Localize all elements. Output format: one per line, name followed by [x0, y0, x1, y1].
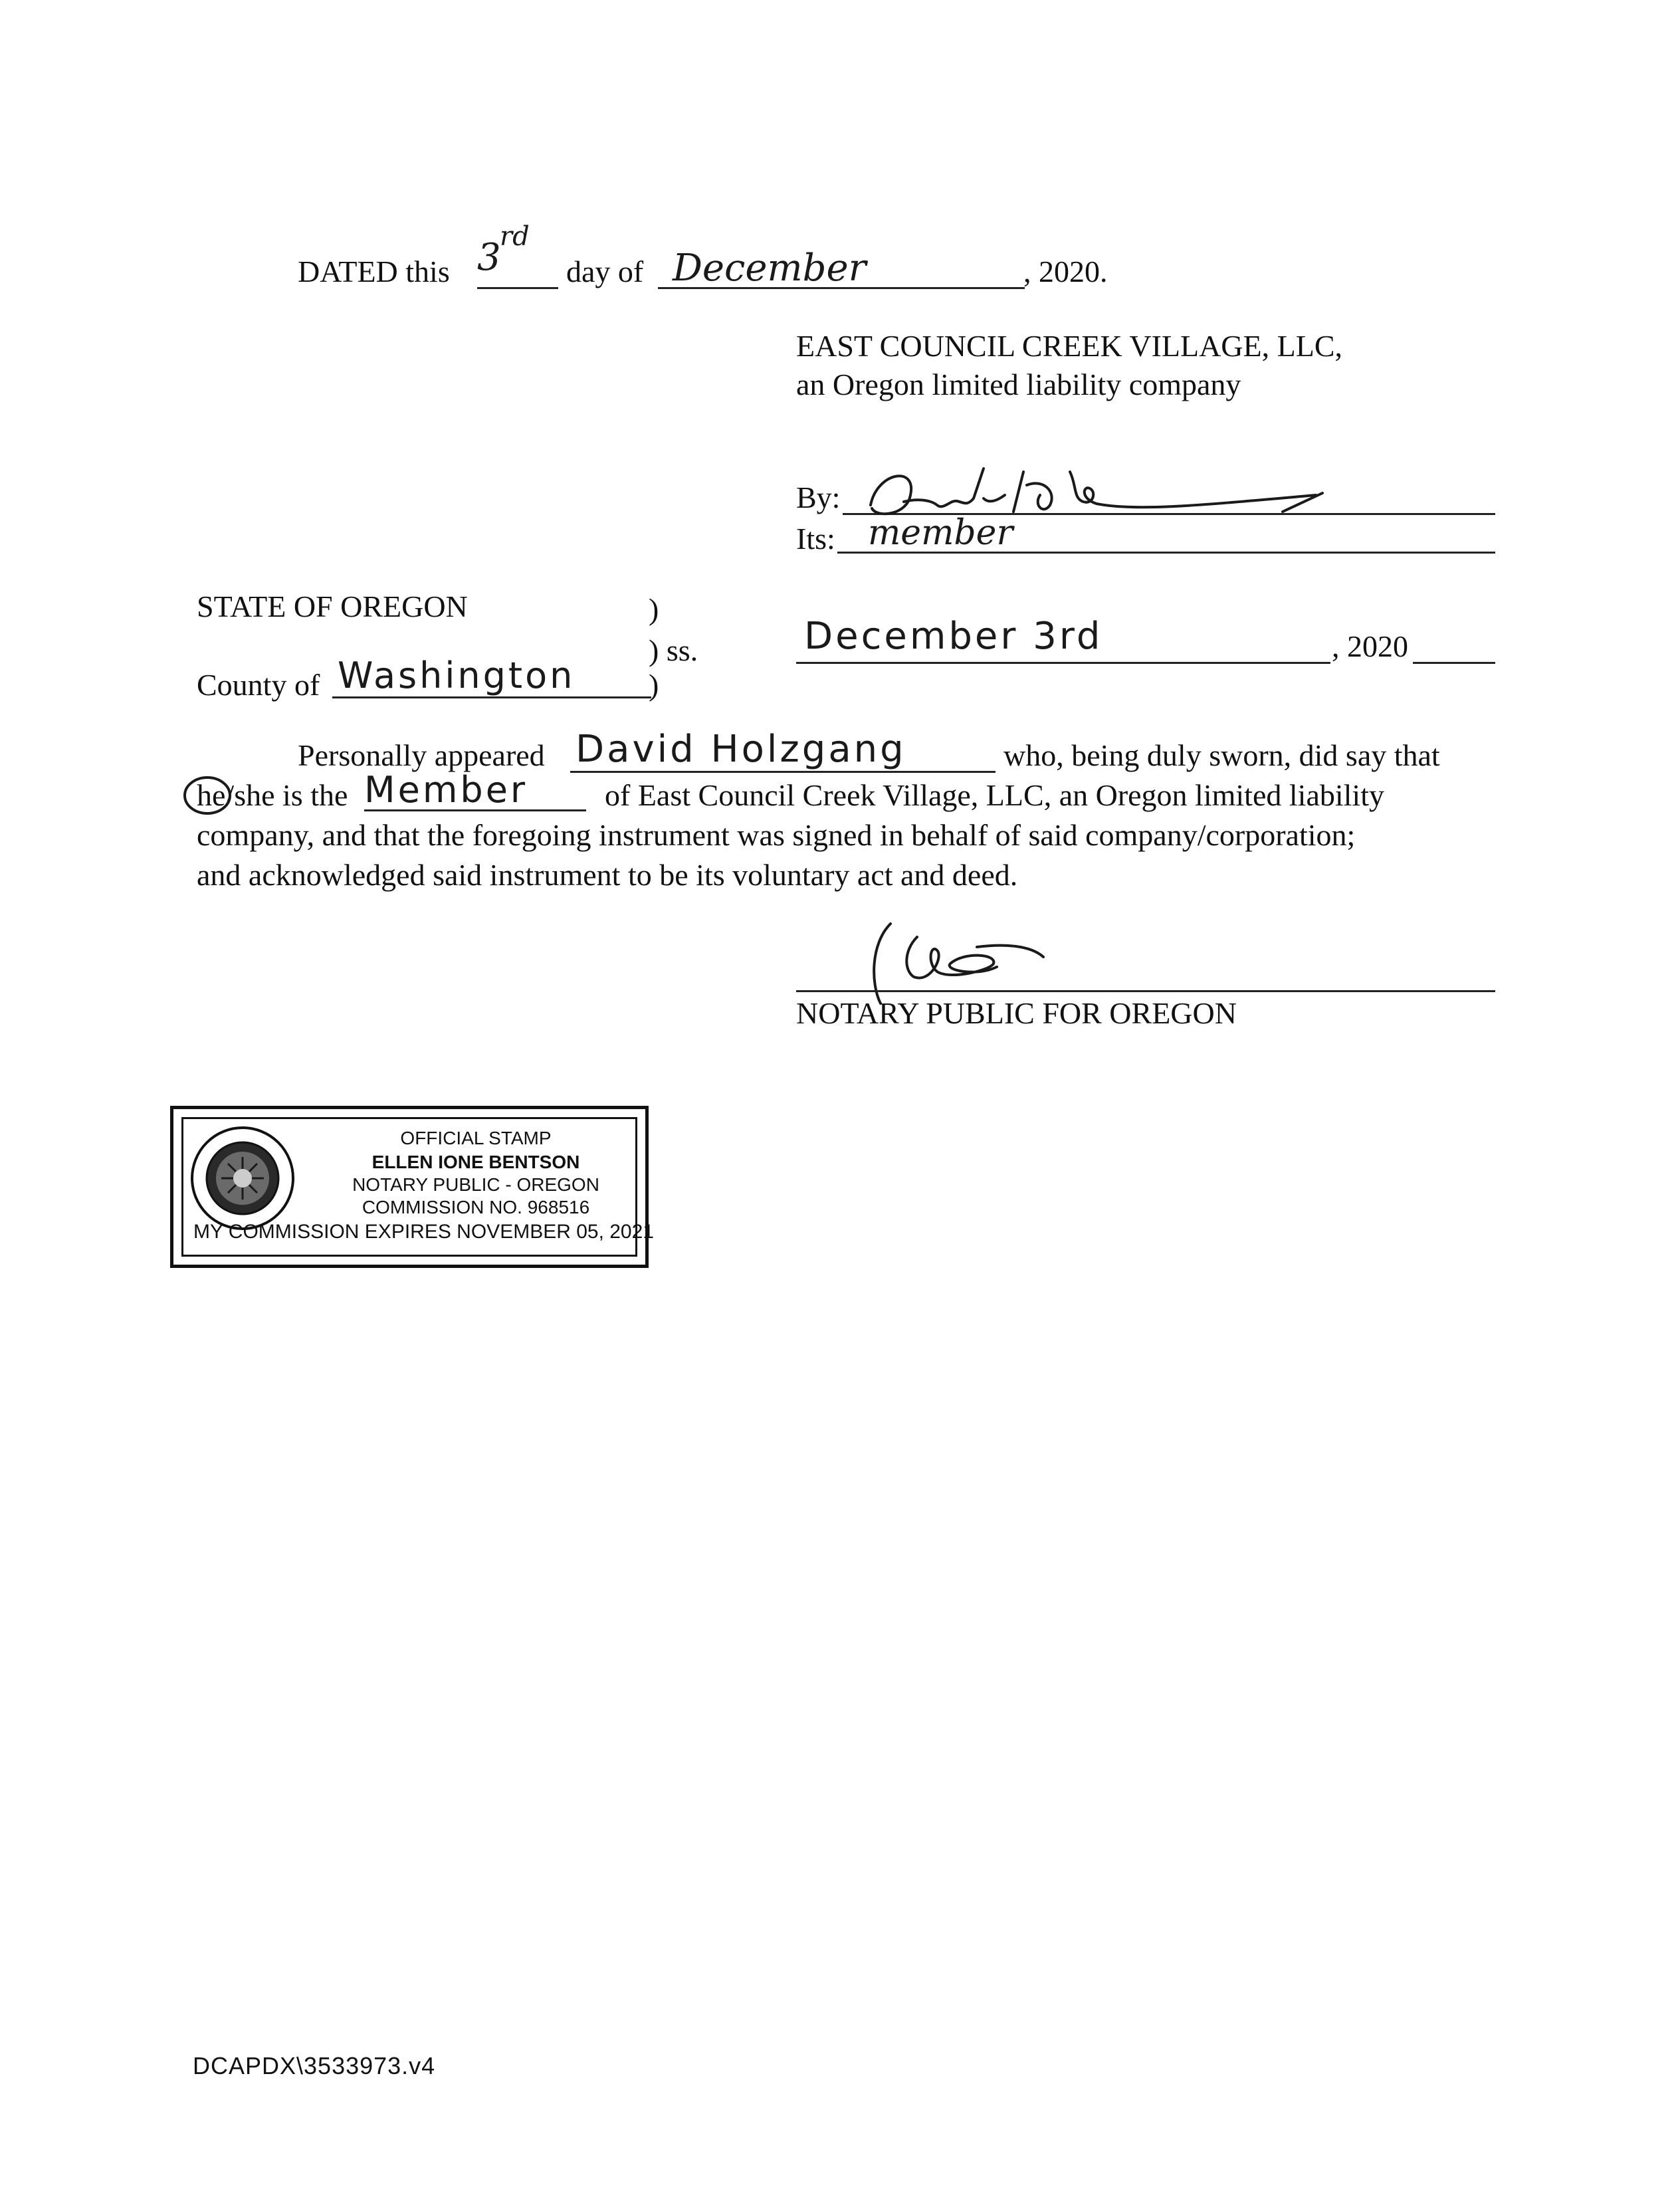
oregon-state-seal-icon [188, 1124, 297, 1233]
ack-title-handwritten: Member [364, 769, 528, 811]
company-name: EAST COUNCIL CREEK VILLAGE, LLC, [796, 329, 1343, 363]
by-label: By: [796, 480, 841, 514]
dated-year: , 2020. [1023, 255, 1108, 288]
company-description: an Oregon limited liability company [796, 367, 1241, 401]
dated-prefix: DATED this [298, 255, 450, 288]
venue-state: STATE OF OREGON [197, 589, 468, 623]
venue-paren-1: ) [649, 592, 659, 626]
document-code: DCAPDX\3533973.v4 [193, 2052, 436, 2079]
venue-date-tail-line [1413, 662, 1495, 664]
notary-signature-line [796, 990, 1495, 992]
ack-line3: company, and that the foregoing instrument was signed in behalf of said company/corporation; [197, 818, 1356, 852]
ack-line2-a: he/she is the [197, 778, 348, 812]
stamp-line2: ELLEN IONE BENTSON [371, 1152, 580, 1172]
county-handwritten: Washington [338, 655, 576, 696]
official-stamp [170, 1106, 654, 1268]
ack-line2-b: of East Council Creek Village, LLC, an Oregon limited liability [605, 778, 1384, 812]
ack-line1-b: who, being duly sworn, did say that [1003, 738, 1440, 772]
he-circle-mark [181, 772, 234, 819]
ack-line1-a: Personally appeared [298, 738, 545, 772]
its-title-handwritten: member [868, 513, 1013, 553]
ack-name-underline [570, 771, 996, 773]
venue-paren-3: ) [649, 668, 659, 702]
its-label: Its: [796, 522, 835, 556]
venue-date-year: , 2020 [1332, 629, 1408, 663]
ack-name-handwritten: David Holzgang [576, 728, 906, 771]
stamp-line4: COMMISSION NO. 968516 [362, 1197, 590, 1217]
county-label: County of [197, 668, 320, 702]
venue-date-underline [796, 662, 1330, 664]
dated-day-underline [477, 287, 558, 289]
dated-middle: day of [566, 255, 644, 288]
county-underline [332, 696, 651, 698]
venue-paren-2: ) ss. [649, 633, 698, 667]
dated-day-handwritten: 3 [477, 236, 501, 279]
stamp-line1: OFFICIAL STAMP [400, 1128, 552, 1148]
notary-label: NOTARY PUBLIC FOR OREGON [796, 996, 1237, 1030]
dated-month-handwritten: December [673, 247, 867, 290]
stamp-line5: MY COMMISSION EXPIRES NOVEMBER 05, 2021 [193, 1221, 654, 1243]
venue-date-handwritten: December 3rd [804, 615, 1103, 658]
stamp-line3: NOTARY PUBLIC - OREGON [352, 1174, 599, 1195]
ack-line4: and acknowledged said instrument to be its voluntary act and deed. [197, 858, 1018, 892]
dated-day-suffix-handwritten: rd [500, 221, 530, 252]
